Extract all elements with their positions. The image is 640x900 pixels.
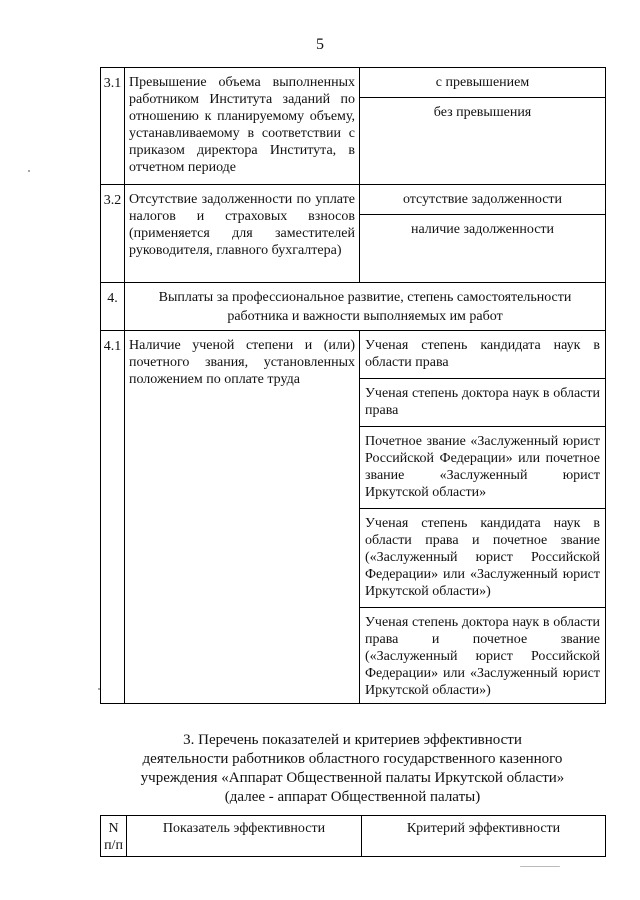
column-header-number-line: N (108, 821, 119, 836)
column-header-indicator: Показатель эффективности (127, 816, 362, 857)
heading-line: учреждения «Аппарат Общественной палаты Иркутской области» (140, 770, 565, 786)
indicator-cell: Превышение объема выполненных работником Института заданий по отношению к планируемому объему, устанавливаемому в соответствии с приказом директора Института, в отчетном периоде (125, 68, 360, 185)
column-header-number-line: п/п (104, 838, 123, 853)
page-number: 5 (316, 36, 324, 53)
criterion: без превышения (360, 97, 605, 125)
section3-table (100, 815, 606, 857)
indicator-cell: Отсутствие задолженности по уплате налогов и страховых взносов (применяется для заместителей руководителя, главного бухгалтера) (125, 185, 360, 283)
criterion: с превышением (435, 75, 530, 90)
row-number: 3.2 (101, 185, 125, 283)
criterion: Ученая степень доктора наук в области права и почетное звание («Заслуженный юрист Российской Федерации» или «Заслуженный юрист Иркутской области») (360, 607, 605, 703)
indicators-table (100, 67, 606, 704)
table-row (101, 68, 606, 185)
criterion: Ученая степень кандидата наук в области права (365, 338, 600, 370)
table-row (101, 331, 606, 704)
scan-speck (520, 866, 560, 867)
criterion: отсутствие задолженности (402, 192, 563, 207)
heading-line: деятельности работников областного государственного казенного (142, 751, 563, 767)
criteria-cell (360, 331, 606, 704)
scan-speck (98, 688, 100, 690)
criterion: Ученая степень кандидата наук в области права и почетное звание («Заслуженный юрист Российской Федерации» или «Заслуженный юрист Иркутской области») (360, 508, 605, 607)
column-header-criterion: Критерий эффективности (362, 816, 606, 857)
table-row (101, 283, 606, 331)
scan-speck (28, 170, 30, 172)
row-number: 4.1 (101, 331, 125, 704)
criteria-cell (360, 185, 606, 283)
row-number: 3.1 (101, 68, 125, 185)
section3-heading (100, 731, 605, 807)
table-header-row (101, 816, 606, 857)
section-title: Выплаты за профессиональное развитие, степень самостоятельности работника и важности выполняемых им работ (125, 283, 606, 331)
indicator-cell: Наличие ученой степени и (или) почетного звания, установленных положением по оплате труда (125, 331, 360, 704)
column-header-number (101, 816, 127, 857)
criterion: Ученая степень доктора наук в области права (360, 378, 605, 426)
criterion: Почетное звание «Заслуженный юрист Российской Федерации» или почетное звание «Заслуженный юрист Иркутской области» (360, 426, 605, 508)
table-row (101, 185, 606, 283)
row-number: 4. (101, 283, 125, 331)
criterion: наличие задолженности (360, 214, 605, 242)
heading-line: (далее - аппарат Общественной палаты) (224, 789, 481, 805)
heading-line: 3. Перечень показателей и критериев эффективности (183, 732, 522, 748)
criteria-cell (360, 68, 606, 185)
